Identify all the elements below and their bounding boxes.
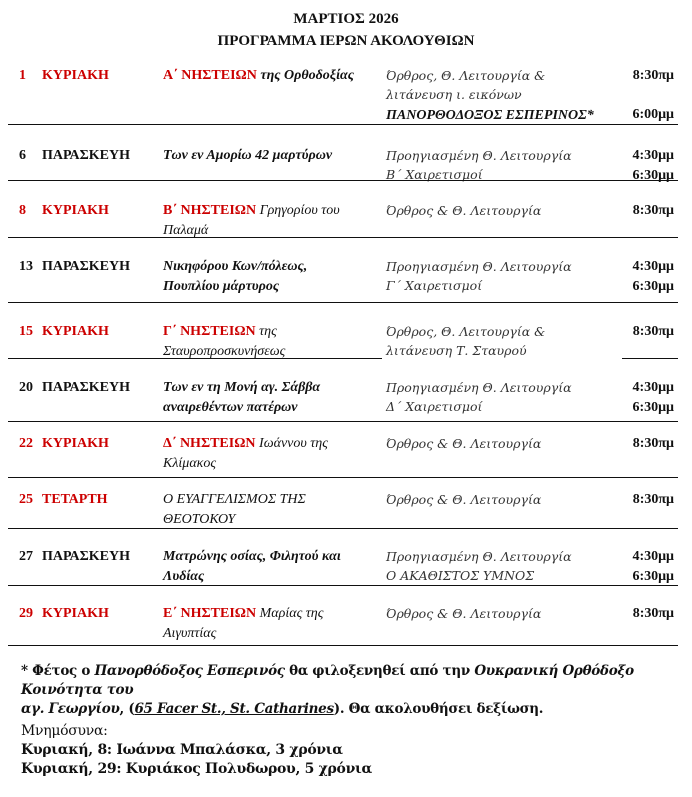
row-divider <box>8 421 678 422</box>
service-time: 4:30μμ <box>632 148 674 163</box>
feast-prefix: Ε΄ ΝΗΣΤΕΙΩΝ <box>163 606 257 621</box>
schedule-row <box>8 434 678 474</box>
row-divider <box>8 237 678 238</box>
service-time: 8:30πμ <box>632 492 674 507</box>
weekday: ΚΥΡΙΑΚΗ <box>42 436 109 451</box>
feast-prefix: Α΄ ΝΗΣΤΕΙΩΝ <box>163 68 257 83</box>
service-time: 8:30πμ <box>632 606 674 621</box>
service: Όρθρος, Θ. Λειτουργία & <box>386 324 546 339</box>
row-divider <box>8 180 678 181</box>
service-vespers <box>386 105 594 125</box>
page-title-month: ΜΑΡΤΙΟΣ 2026 <box>293 11 399 27</box>
service: Προηγιασμένη Θ. Λειτουργία <box>386 259 572 274</box>
day-number: 1 <box>19 68 26 83</box>
service: Β΄ Χαιρετισμοί <box>386 167 483 182</box>
memorial-item: Κυριακή, 29: Κυριάκος Πολυδωρου, 5 χρόνια <box>21 761 372 777</box>
feast-name: Των εν τη Μονή αγ. Σάββα <box>163 380 321 395</box>
weekday: ΠΑΡΑΣΚΕΥΗ <box>42 549 130 564</box>
service: Όρθρος, Θ. Λειτουργία & <box>386 68 546 83</box>
service-time: 6:30μμ <box>632 168 674 183</box>
day-number: 15 <box>19 324 33 339</box>
day-number: 6 <box>19 148 26 163</box>
feast-line2: Λυδίας <box>163 569 205 584</box>
footnote-text-italic: Ουκρανική Ορθόδοξο Κοινότητα του <box>21 663 634 698</box>
feast <box>163 201 340 220</box>
row-divider <box>8 124 678 125</box>
service: Όρθρος & Θ. Λειτουργία <box>386 203 542 218</box>
row-divider <box>8 528 678 529</box>
feast-name: Των εν Αμορίω 42 μαρτύρων <box>163 148 333 163</box>
service: Προηγιασμένη Θ. Λειτουργία <box>386 380 572 395</box>
feast-line2: Σταυροπροσκυνήσεως <box>163 344 286 359</box>
row-divider <box>622 358 678 359</box>
schedule-row <box>8 378 678 418</box>
row-divider <box>8 302 678 303</box>
service-time: 8:30πμ <box>632 68 674 83</box>
memorials-heading: Μνημόσυνα: <box>21 723 108 739</box>
footnote-text: Φέτος ο <box>32 663 95 679</box>
service-time: 4:30μμ <box>632 380 674 395</box>
day-number: 8 <box>19 203 26 218</box>
row-divider <box>8 477 678 478</box>
day-number: 22 <box>19 436 33 451</box>
feast-name: της <box>255 324 277 339</box>
service: Προηγιασμένη Θ. Λειτουργία <box>386 549 572 564</box>
footnote-text-italic: Πανορθόδοξος Εσπερινός <box>94 663 285 679</box>
weekday: ΠΑΡΑΣΚΕΥΗ <box>42 148 130 163</box>
feast-line2: Παλαμά <box>163 223 209 238</box>
service-time: 6:30μμ <box>632 400 674 415</box>
schedule-row <box>8 604 678 644</box>
feast-prefix: Β΄ ΝΗΣΤΕΙΩΝ <box>163 203 257 218</box>
day-number: 29 <box>19 606 33 621</box>
service-time: 4:30μμ <box>632 549 674 564</box>
service-time: 8:30πμ <box>632 203 674 218</box>
service: Όρθρος & Θ. Λειτουργία <box>386 606 542 621</box>
weekday: ΚΥΡΙΑΚΗ <box>42 606 109 621</box>
row-divider <box>8 645 678 646</box>
schedule-row <box>8 547 678 587</box>
schedule-row <box>8 490 678 530</box>
footnote-star: * <box>21 663 33 679</box>
service-time: 8:30πμ <box>632 436 674 451</box>
feast <box>163 604 323 623</box>
feast-line2: Κλίμακος <box>163 456 217 471</box>
service-bold: ΠΑΝΟΡΘΟΔΟΞΟΣ ΕΣΠΕΡΙΝΟΣ* <box>386 108 594 123</box>
feast-name: Μαρίας της <box>256 606 324 621</box>
service-time: 6:00μμ <box>632 107 674 122</box>
feast <box>163 322 277 341</box>
row-divider <box>8 358 382 359</box>
footnote-text-italic: αγ. Γεωργίου <box>21 701 120 717</box>
feast-name: Ο ΕΥΑΓΓΕΛΙΣΜΟΣ ΤΗΣ <box>163 492 306 507</box>
weekday: ΠΑΡΑΣΚΕΥΗ <box>42 380 130 395</box>
service-time: 8:30πμ <box>632 324 674 339</box>
service: Ο ΑΚΑΘΙΣΤΟΣ ΥΜΝΟΣ <box>386 568 535 583</box>
feast-name: Ματρώνης οσίας, Φιλητού και <box>163 549 341 564</box>
service: Δ΄ Χαιρετισμοί <box>386 399 483 414</box>
page-subtitle: ΠΡΟΓΡΑΜΜΑ ΙΕΡΩΝ ΑΚΟΛΟΥΘΙΩΝ <box>217 33 475 49</box>
weekday: ΚΥΡΙΑΚΗ <box>42 68 109 83</box>
service: Όρθρος & Θ. Λειτουργία <box>386 492 542 507</box>
feast <box>163 434 328 453</box>
service-time: 4:30μμ <box>632 259 674 274</box>
footnote-text: ). Θα ακολουθήσει δεξίωση. <box>333 701 544 717</box>
service: λιτάνευση Τ. Σταυρού <box>386 343 527 358</box>
schedule-row <box>8 322 678 362</box>
schedule-row <box>8 201 678 241</box>
weekday: ΤΕΤΑΡΤΗ <box>42 492 108 507</box>
service: Όρθρος & Θ. Λειτουργία <box>386 436 542 451</box>
feast-name: Γρηγορίου του <box>256 203 340 218</box>
memorial-item: Κυριακή, 8: Ιωάννα Μπαλάσκα, 3 χρόνια <box>21 742 343 758</box>
feast-line2: Αιγυπτίας <box>163 626 217 641</box>
feast-name: Νικηφόρου Κων/πόλεως, <box>163 259 308 274</box>
weekday: ΚΥΡΙΑΚΗ <box>42 203 109 218</box>
feast <box>163 66 354 85</box>
service-time: 6:30μμ <box>632 279 674 294</box>
service-time: 6:30μμ <box>632 569 674 584</box>
schedule-row <box>8 257 678 297</box>
feast-line2: Πουπλίου μάρτυρος <box>163 279 280 294</box>
footnote-address-link[interactable]: 65 Facer St., St. Catharines <box>134 701 334 717</box>
feast-name: Ιωάννου της <box>255 436 328 451</box>
weekday: ΠΑΡΑΣΚΕΥΗ <box>42 259 130 274</box>
footnote-text: , ( <box>119 701 135 717</box>
service: λιτάνευση ι. εικόνων <box>386 87 522 102</box>
footnote-text: θα φιλοξενηθεί από την <box>284 663 475 679</box>
feast-prefix: Γ΄ ΝΗΣΤΕΙΩΝ <box>163 324 256 339</box>
service: Γ΄ Χαιρετισμοί <box>386 278 483 293</box>
footnote <box>21 662 681 719</box>
day-number: 13 <box>19 259 33 274</box>
feast-prefix: Δ΄ ΝΗΣΤΕΙΩΝ <box>163 436 256 451</box>
service: Προηγιασμένη Θ. Λειτουργία <box>386 148 572 163</box>
weekday: ΚΥΡΙΑΚΗ <box>42 324 109 339</box>
day-number: 20 <box>19 380 33 395</box>
feast-name: της Ορθοδοξίας <box>256 68 354 83</box>
feast-line2: αναιρεθέντων πατέρων <box>163 400 298 415</box>
schedule-row <box>8 66 678 126</box>
feast-line2: ΘΕΟΤΟΚΟΥ <box>163 512 236 527</box>
day-number: 27 <box>19 549 33 564</box>
row-divider <box>8 585 678 586</box>
day-number: 25 <box>19 492 33 507</box>
